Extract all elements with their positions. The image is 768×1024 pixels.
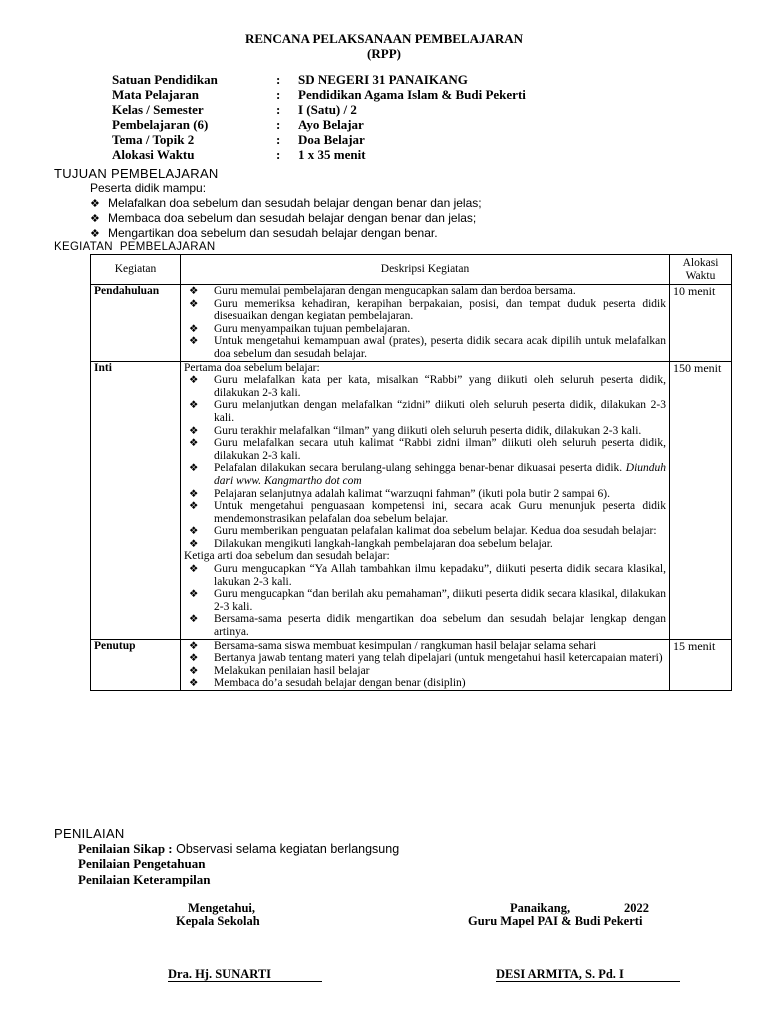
diamond-bullet-icon: ❖ (189, 322, 199, 335)
row-deskripsi-penutup (181, 639, 670, 690)
item-text: Untuk mengetahui kemampuan awal (prates), peserta didik secara acak dipilih untuk melafalkan doa sebelum dan sesudah belajar. (214, 335, 666, 360)
list-item (184, 374, 666, 399)
list-item (184, 652, 666, 665)
list-item (184, 488, 666, 501)
table-row (91, 361, 732, 639)
list-item (184, 500, 666, 525)
diamond-bullet-icon: ❖ (90, 227, 100, 240)
list-item (184, 588, 666, 613)
item-text: Guru memulai pembelajaran dengan mengucapkan salam dan berdoa bersama. (214, 285, 576, 297)
diamond-bullet-icon: ❖ (189, 588, 199, 601)
item-text: Melakukan penilaian hasil belajar (214, 664, 370, 677)
list-item (184, 538, 666, 551)
item-text: Guru menyampaikan tujuan pembelajaran. (214, 322, 411, 335)
sig-left-role: Kepala Sekolah (176, 914, 260, 928)
list-item (184, 399, 666, 424)
list-item (184, 563, 666, 588)
goal-text: Membaca doa sebelum dan sesudah belajar dengan benar dan jelas; (108, 211, 477, 225)
list-item (184, 285, 666, 298)
item-text: Guru mengucapkan “dan berilah aku pemahaman”, diikuti peserta didik secara klasikal, dilakukan 2-3 kali. (214, 588, 666, 613)
info-value: Doa Belajar (298, 132, 365, 147)
penilaian-pengetahuan: Penilaian Pengetahuan (78, 856, 206, 871)
diamond-bullet-icon: ❖ (189, 652, 199, 665)
info-label: Pembelajaran (6) (112, 117, 209, 132)
diamond-bullet-icon: ❖ (189, 285, 199, 297)
tujuan-heading: TUJUAN PEMBELAJARAN (54, 166, 219, 181)
list-item (90, 226, 482, 241)
info-label: Mata Pelajaran (112, 87, 200, 102)
item-text: Guru melanjutkan dengan melafalkan “zidni” diikuti oleh seluruh peserta didik, dilakukan 2-3 kali. (214, 399, 666, 424)
item-text: Bertanya jawab tentang materi yang telah dipelajari (untuk mengetahui hasil ketercapaian materi) (214, 652, 663, 665)
diamond-bullet-icon: ❖ (189, 399, 199, 412)
item-text (214, 462, 666, 487)
item-text: Membaca do’a sesudah belajar dengan benar (disiplin) (214, 677, 466, 690)
info-colon: : (276, 147, 281, 162)
diamond-bullet-icon: ❖ (189, 639, 199, 652)
sig-right-role: Guru Mapel PAI & Budi Pekerti (468, 914, 643, 928)
document-title: RENCANA PELAKSANAAN PEMBELAJARAN (244, 31, 524, 46)
list-item (184, 525, 666, 538)
item-text: Guru melafalkan secara utuh kalimat “Rabbi zidni ilman” diikuti oleh seluruh peserta didik, dilakukan 2-3 kali. (214, 437, 666, 462)
sig-right-year: 2022 (624, 901, 649, 915)
list-item (90, 196, 482, 211)
diamond-bullet-icon: ❖ (189, 374, 199, 387)
info-label: Alokasi Waktu (112, 147, 195, 162)
table-row (91, 285, 732, 362)
diamond-bullet-icon: ❖ (189, 537, 199, 550)
row-waktu-inti: 150 menit (670, 361, 732, 639)
diamond-bullet-icon: ❖ (189, 664, 199, 677)
row-waktu-penutup: 15 menit (670, 639, 732, 690)
info-label: Satuan Pendidikan (112, 72, 218, 87)
item-text: Guru terakhir melafalkan “ilman” yang diikuti oleh seluruh peserta didik, dilakukan 2-3 kali. (214, 424, 642, 437)
sig-right-place: Panaikang, (510, 901, 571, 915)
sig-right-name: DESI ARMITA, S. Pd. I (496, 968, 680, 982)
diamond-bullet-icon: ❖ (189, 563, 199, 576)
info-colon: : (276, 72, 281, 87)
diamond-bullet-icon: ❖ (189, 677, 199, 690)
penilaian-keterampilan: Penilaian Keterampilan (78, 872, 211, 887)
list-item (184, 640, 666, 653)
info-value: SD NEGERI 31 PANAIKANG (298, 72, 468, 87)
info-colon: : (276, 87, 281, 102)
list-item (184, 425, 666, 438)
info-label: Tema / Topik 2 (112, 132, 195, 147)
info-value: Ayo Belajar (298, 117, 364, 132)
info-colon: : (276, 117, 281, 132)
tujuan-intro: Peserta didik mampu: (90, 181, 207, 195)
row-kegiatan-pendahuluan: Pendahuluan (91, 285, 181, 362)
diamond-bullet-icon: ❖ (189, 297, 199, 310)
document-subtitle: (RPP) (367, 46, 401, 61)
info-colon: : (276, 102, 281, 117)
row-deskripsi-pendahuluan (181, 285, 670, 362)
diamond-bullet-icon: ❖ (189, 613, 199, 626)
table-row (91, 639, 732, 690)
list-item (184, 437, 666, 462)
inti-lead-1: Pertama doa sebelum belajar: (184, 361, 320, 374)
list-item (184, 323, 666, 336)
item-text: Bersama-sama peserta didik mengartikan doa sebelum dan sesudah belajar lengkap dengan artinya. (214, 613, 666, 639)
info-value: I (Satu) / 2 (298, 102, 357, 117)
header-alokasi (670, 255, 732, 285)
item-text: Guru memberikan penguatan pelafalan kalimat doa sebelum belajar. Kedua doa sesudah belajar: (214, 525, 657, 538)
item-text: Bersama-sama siswa membuat kesimpulan / rangkuman hasil belajar selama sehari (214, 639, 597, 652)
row-kegiatan-penutup: Penutup (91, 639, 181, 690)
row-deskripsi-inti (181, 361, 670, 639)
item-text: Guru mengucapkan “Ya Allah tambahkan ilmu kepadaku”, diikuti peserta didik secara klasikal, lakukan 2-3 kali. (214, 563, 666, 588)
diamond-bullet-icon: ❖ (189, 335, 199, 348)
item-text-main: Pelafalan dilakukan secara berulang-ulang sehingga benar-benar dikuasai peserta didik. (214, 462, 623, 475)
diamond-bullet-icon: ❖ (189, 500, 199, 513)
penilaian-heading: PENILAIAN (54, 826, 125, 841)
item-text: Dilakukan mengikuti langkah-langkah pembelajaran doa sebelum belajar. (214, 537, 553, 550)
header-deskripsi: Deskripsi Kegiatan (181, 255, 670, 285)
diamond-bullet-icon: ❖ (189, 437, 199, 450)
diamond-bullet-icon: ❖ (189, 462, 199, 475)
row-waktu-pendahuluan: 10 menit (670, 285, 732, 362)
item-text: Untuk mengetahui penguasaan kompetensi ini, secara acak Guru menunjuk peserta didik mendemonstrasikan pelafalan doa sebelum belajar. (214, 500, 666, 525)
item-text: Guru memeriksa kehadiran, kerapihan berpakaian, posisi, dan tempat duduk peserta didik disesuaikan dengan kegiatan pembelajaran. (214, 297, 666, 323)
diamond-bullet-icon: ❖ (189, 424, 199, 437)
inti-lead-2: Ketiga arti doa sebelum dan sesudah belajar: (184, 550, 390, 563)
watermark-text: Diunduh dari www. Kangmartho dot com (214, 462, 667, 487)
header-alokasi-line1: Alokasi (682, 256, 719, 269)
header-alokasi-line2: Waktu (685, 269, 716, 282)
diamond-bullet-icon: ❖ (90, 212, 100, 225)
list-item (184, 665, 666, 678)
goal-text: Melafalkan doa sebelum dan sesudah belajar dengan benar dan jelas; (108, 196, 482, 210)
item-text: Guru melafalkan kata per kata, misalkan “Rabbi” yang diikuti oleh seluruh peserta didik, dilakukan 2-3 kali. (214, 374, 666, 399)
kegiatan-heading: KEGIATAN PEMBELAJARAN (54, 241, 216, 253)
item-text: Pelajaran selanjutnya adalah kalimat “warzuqni fahman” (ikuti pola butir 2 sampai 6). (214, 487, 610, 500)
diamond-bullet-icon: ❖ (90, 197, 100, 210)
info-colon: : (276, 132, 281, 147)
info-label: Kelas / Semester (112, 102, 204, 117)
list-item (184, 613, 666, 638)
kegiatan-table (90, 254, 732, 691)
diamond-bullet-icon: ❖ (189, 525, 199, 538)
list-item (184, 462, 666, 487)
tujuan-list (90, 196, 482, 241)
diamond-bullet-icon: ❖ (189, 487, 199, 500)
info-value: Pendidikan Agama Islam & Budi Pekerti (298, 87, 526, 102)
row-kegiatan-inti: Inti (91, 361, 181, 639)
sikap-value: Observasi selama kegiatan berlangsung (172, 842, 400, 856)
sikap-label: Penilaian Sikap : (78, 841, 173, 856)
list-item (184, 298, 666, 323)
list-item (90, 211, 482, 226)
header-kegiatan: Kegiatan (91, 255, 181, 285)
info-value: 1 x 35 menit (298, 147, 366, 162)
sig-left-mengetahui: Mengetahui, (188, 901, 256, 915)
list-item (184, 335, 666, 360)
list-item (184, 677, 666, 690)
penilaian-sikap (78, 841, 399, 857)
table-header-row (91, 255, 732, 285)
goal-text: Mengartikan doa sebelum dan sesudah belajar dengan benar. (108, 226, 438, 240)
sig-left-name: Dra. Hj. SUNARTI (168, 968, 322, 982)
